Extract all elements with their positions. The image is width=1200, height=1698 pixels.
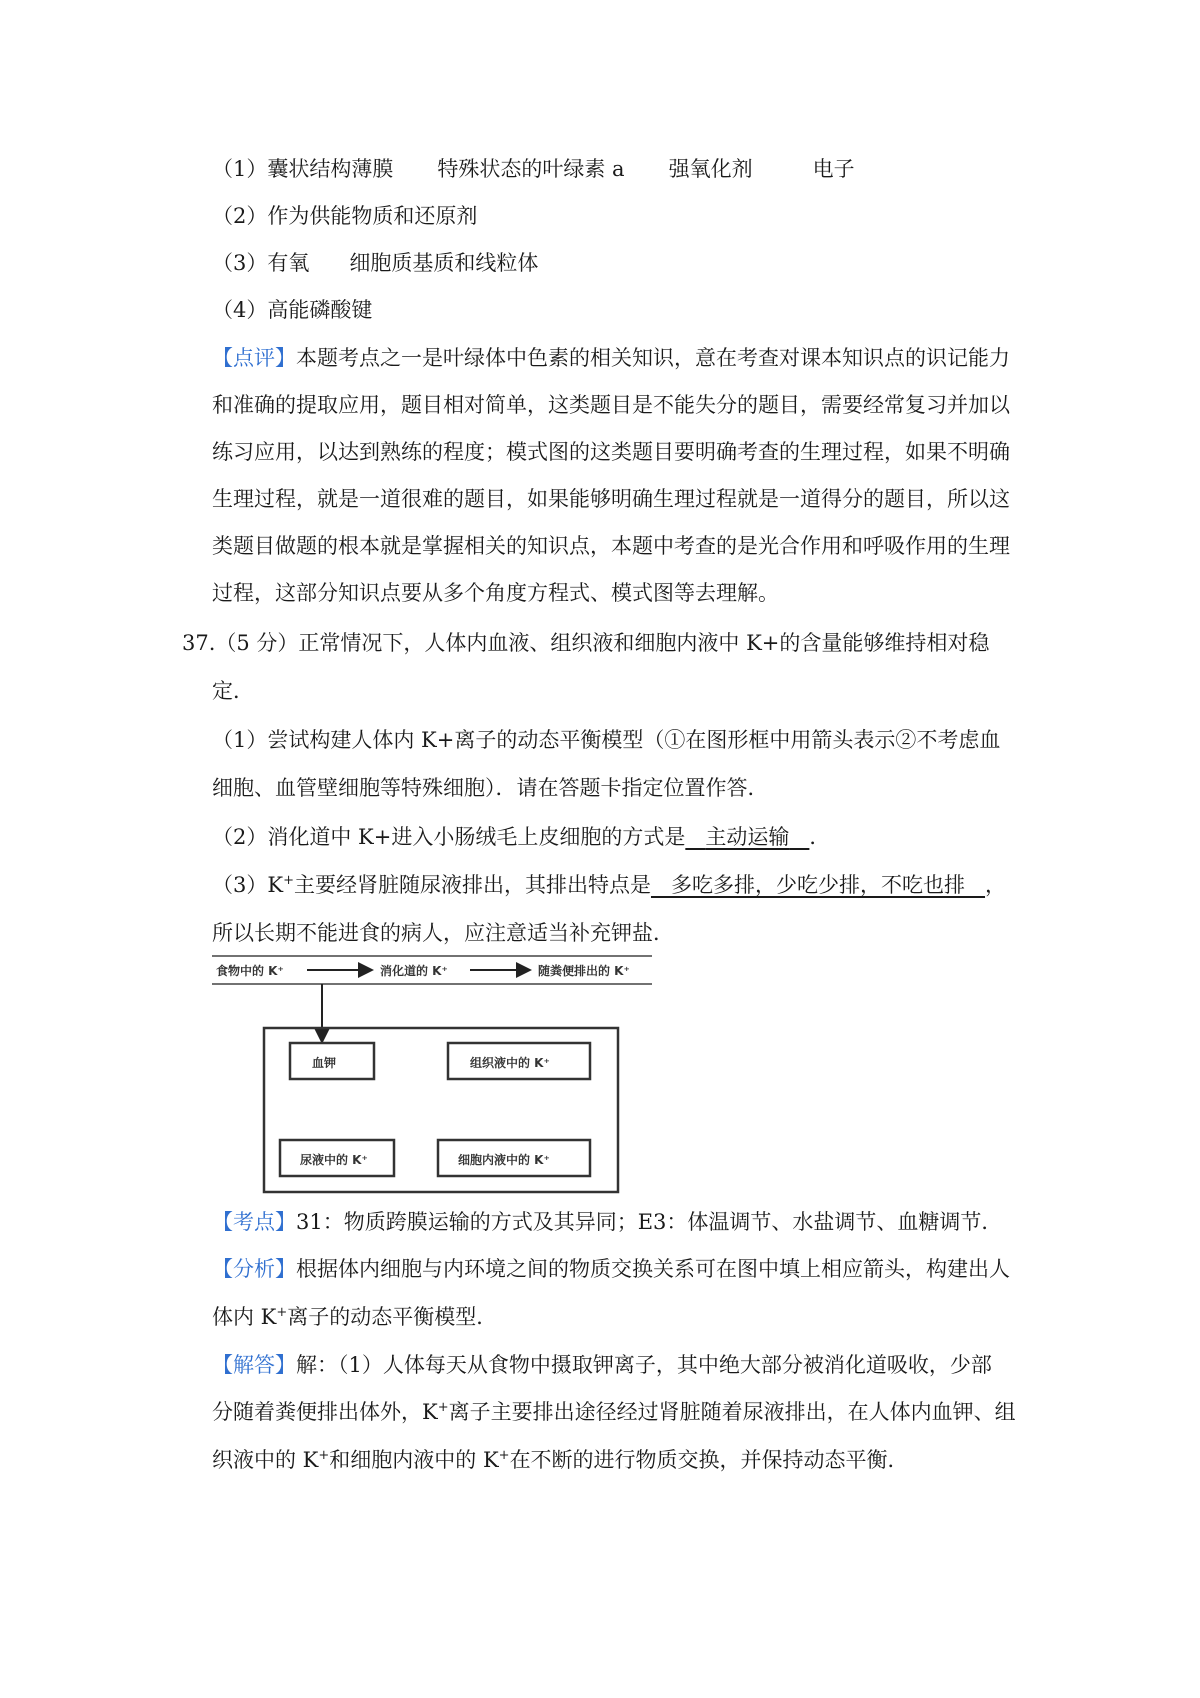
answer-2: （2）作为供能物质和还原剂 <box>212 204 478 228</box>
jieda-line: 【解答】解：（1）人体每天从食物中摄取钾离子，其中绝大部分被消化道吸收，少部 <box>212 1353 992 1377</box>
label-urine-k: 尿液中的 K⁺ <box>300 1153 368 1167</box>
answer-number: （3） <box>212 251 268 275</box>
question-37-part-3: （3）K+主要经肾脏随尿液排出，其排出特点是 多吃多排，少吃少排，不吃也排 ， <box>212 873 1007 897</box>
answer-3 <box>212 248 538 278</box>
question-37-part-1: （1）尝试构建人体内 K+离子的动态平衡模型（①在图形框中用箭头表示②不考虑血 <box>212 728 1001 752</box>
answer-item: 细胞质基质和线粒体 <box>349 251 539 275</box>
answer-number: （1） <box>212 157 268 181</box>
fenxi-tag: 【分析】 <box>212 1257 296 1281</box>
comment-line: 生理过程，就是一道很难的题目，如果能够明确生理过程就是一道得分的题目，所以这 <box>212 487 1010 511</box>
question-37-stem: 37.（5 分）正常情况下，人体内血液、组织液和细胞内液中 K+的含量能够维持相对稳 <box>182 631 990 655</box>
label-blood-k: 血钾 <box>312 1056 337 1070</box>
comment-line: 练习应用，以达到熟练的程度；模式图的这类题目要明确考查的生理过程，如果不明确 <box>212 440 1010 464</box>
label-intracellular-k: 细胞内液中的 K⁺ <box>458 1153 550 1167</box>
jieda-tag: 【解答】 <box>212 1353 296 1377</box>
question-37-part-2: （2）消化道中 K+进入小肠绒毛上皮细胞的方式是 主动运输 ． <box>212 825 831 849</box>
label-tissue-fluid-k: 组织液中的 K⁺ <box>470 1056 550 1070</box>
comment-line: 过程，这部分知识点要从多个角度方程式、模式图等去理解。 <box>212 581 779 605</box>
jieda-line: 分随着粪便排出体外，K+离子主要排出途径经过肾脏随着尿液排出，在人体内血钾、组 <box>212 1400 1016 1424</box>
answer-item: 囊状结构薄膜 <box>267 157 394 181</box>
k-balance-diagram <box>212 948 652 1196</box>
answer-item: 特殊状态的叶绿素 a <box>437 157 625 181</box>
jieda-line: 织液中的 K+和细胞内液中的 K+在不断的进行物质交换，并保持动态平衡． <box>212 1448 909 1472</box>
answer-item: 电子 <box>812 157 855 181</box>
comment-line: 和准确的提取应用，题目相对简单，这类题目是不能失分的题目，需要经常复习并加以 <box>212 393 1010 417</box>
kaodian-line: 【考点】31：物质跨膜运输的方式及其异同；E3：体温调节、水盐调节、血糖调节． <box>212 1210 1003 1234</box>
answer-blank: 多吃多排，少吃少排，不吃也排 <box>671 873 965 897</box>
label-food-k: 食物中的 K⁺ <box>216 964 284 978</box>
label-feces-k: 随粪便排出的 K⁺ <box>538 964 630 978</box>
answer-4: （4）高能磷酸键 <box>212 298 373 322</box>
fenxi-line: 体内 K+离子的动态平衡模型． <box>212 1305 498 1329</box>
answer-item: 有氧 <box>267 251 310 275</box>
question-37-part-3-cont: 所以长期不能进食的病人，应注意适当补充钾盐． <box>212 921 674 945</box>
comment-line: 类题目做题的根本就是掌握相关的知识点，本题中考查的是光合作用和呼吸作用的生理 <box>212 534 1010 558</box>
comment-line: 【点评】本题考点之一是叶绿体中色素的相关知识，意在考查对课本知识点的识记能力 <box>212 346 1010 370</box>
question-37-stem-cont: 定． <box>212 679 254 703</box>
diagram-lines <box>212 948 652 1196</box>
kaodian-tag: 【考点】 <box>212 1210 296 1234</box>
question-37-part-1-cont: 细胞、血管壁细胞等特殊细胞）．请在答题卡指定位置作答． <box>212 776 769 800</box>
label-digestive-k: 消化道的 K⁺ <box>380 964 448 978</box>
comment-tag: 【点评】 <box>212 346 296 370</box>
answer-item: 强氧化剂 <box>668 157 753 181</box>
answer-blank: 主动运输 <box>705 825 790 849</box>
fenxi-line: 【分析】根据体内细胞与内环境之间的物质交换关系可在图中填上相应箭头，构建出人 <box>212 1257 1010 1281</box>
answer-1 <box>212 154 855 184</box>
